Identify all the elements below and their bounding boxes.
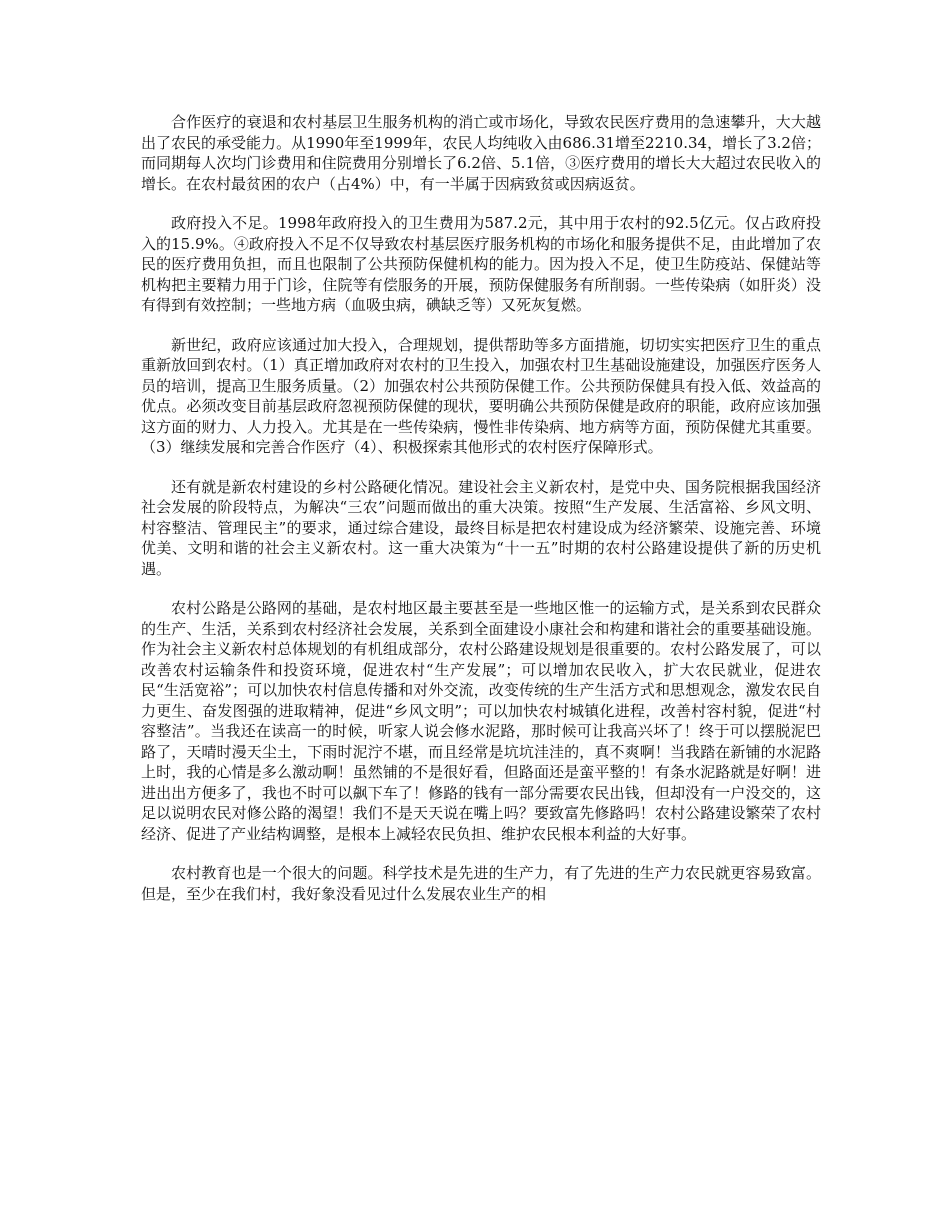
paragraph-medical-costs: 合作医疗的衰退和农村基层卫生服务机构的消亡或市场化，导致农民医疗费用的急速攀升，大大越出了农民的承受能力。从1990年至1999年，农民人均纯收入由686.31增至2210.34，增长了3.2倍；而同期每人次均门诊费用和住院费用分别增长了6.2倍、5.1倍，③医疗费用的增长大大超过农民收入的增长。在农村最贫困的农户（占4%）中，有一半属于因病致贫或因病返贫。 <box>141 113 821 193</box>
paragraph-rural-road-hardening: 还有就是新农村建设的乡村公路硬化情况。建设社会主义新农村，是党中央、国务院根据我国经济社会发展的阶段特点，为解决“三农”问题而做出的重大决策。按照“生产发展、生活富裕、乡风文明、村容整洁、管理民主”的要求，通过综合建设，最终目标是把农村建设成为经济繁荣、设施完善、环境优美、文明和谐的社会主义新农村。这一重大决策为“十一五”时期的农村公路建设提供了新的历史机遇。 <box>141 477 821 578</box>
paragraph-rural-road-importance: 农村公路是公路网的基础，是农村地区最主要甚至是一些地区惟一的运输方式，是关系到农民群众的生产、生活，关系到农村经济社会发展，关系到全面建设小康社会和构建和谐社会的重要基础设施。作为社会主义新农村总体规划的有机组成部分，农村公路建设规划是很重要的。农村公路发展了，可以改善农村运输条件和投资环境，促进农村“生产发展”；可以增加农民收入，扩大农民就业，促进农民“生活宽裕”；可以加快农村信息传播和对外交流，改变传统的生产生活方式和思想观念，激发农民自力更生、奋发图强的进取精神，促进“乡风文明”；可以加快农村城镇化进程，改善村容村貌，促进“村容整洁”。当我还在读高一的时候，听家人说会修水泥路，那时候可让我高兴坏了！终于可以摆脱泥巴路了，天晴时漫天尘土，下雨时泥泞不堪，而且经常是坑坑洼洼的，真不爽啊！当我踏在新铺的水泥路上时，我的心情是多么激动啊！虽然铺的不是很好看，但路面还是蛮平整的！有条水泥路就是好啊！进进出出方便多了，我也不时可以飙下车了！修路的钱有一部分需要农民出钱，但却没有一户没交的，这足以说明农民对修公路的渴望！我们不是天天说在嘴上吗？要致富先修路吗！农村公路建设繁荣了农村经济、促进了产业结构调整，是根本上减轻农民负担、维护农民根本利益的大好事。 <box>141 599 821 843</box>
paragraph-new-century-measures: 新世纪，政府应该通过加大投入，合理规划，提供帮助等多方面措施，切切实实把医疗卫生的重点重新放回到农村。（1）真正增加政府对农村的卫生投入，加强农村卫生基础设施建设，加强医疗医务人员的培训，提高卫生服务质量。（2）加强农村公共预防保健工作。公共预防保健具有投入低、效益高的优点。必须改变目前基层政府忽视预防保健的现状，要明确公共预防保健是政府的职能，政府应该加强这方面的财力、人力投入。尤其是在一些传染病，慢性非传染病、地方病等方面，预防保健尤其重要。（3）继续发展和完善合作医疗（4）、积极探索其他形式的农村医疗保障形式。 <box>141 335 821 456</box>
paragraph-rural-education: 农村教育也是一个很大的问题。科学技术是先进的生产力，有了先进的生产力农民就更容易致富。但是，至少在我们村，我好象没看见过什么发展农业生产的相 <box>141 864 821 903</box>
paragraph-government-investment: 政府投入不足。1998年政府投入的卫生费用为587.2元，其中用于农村的92.5亿元。仅占政府投入的15.9%。④政府投入不足不仅导致农村基层医疗服务机构的市场化和服务提供不足，由此增加了农民的医疗费用负担，而且也限制了公共预防保健机构的能力。因为投入不足，使卫生防疫站、保健站等机构把主要精力用于门诊，住院等有偿服务的开展，预防保健服务有所削弱。一些传染病（如肝炎）没有得到有效控制；一些地方病（血吸虫病，碘缺乏等）又死灰复燃。 <box>141 214 821 314</box>
document-body <box>141 112 821 904</box>
